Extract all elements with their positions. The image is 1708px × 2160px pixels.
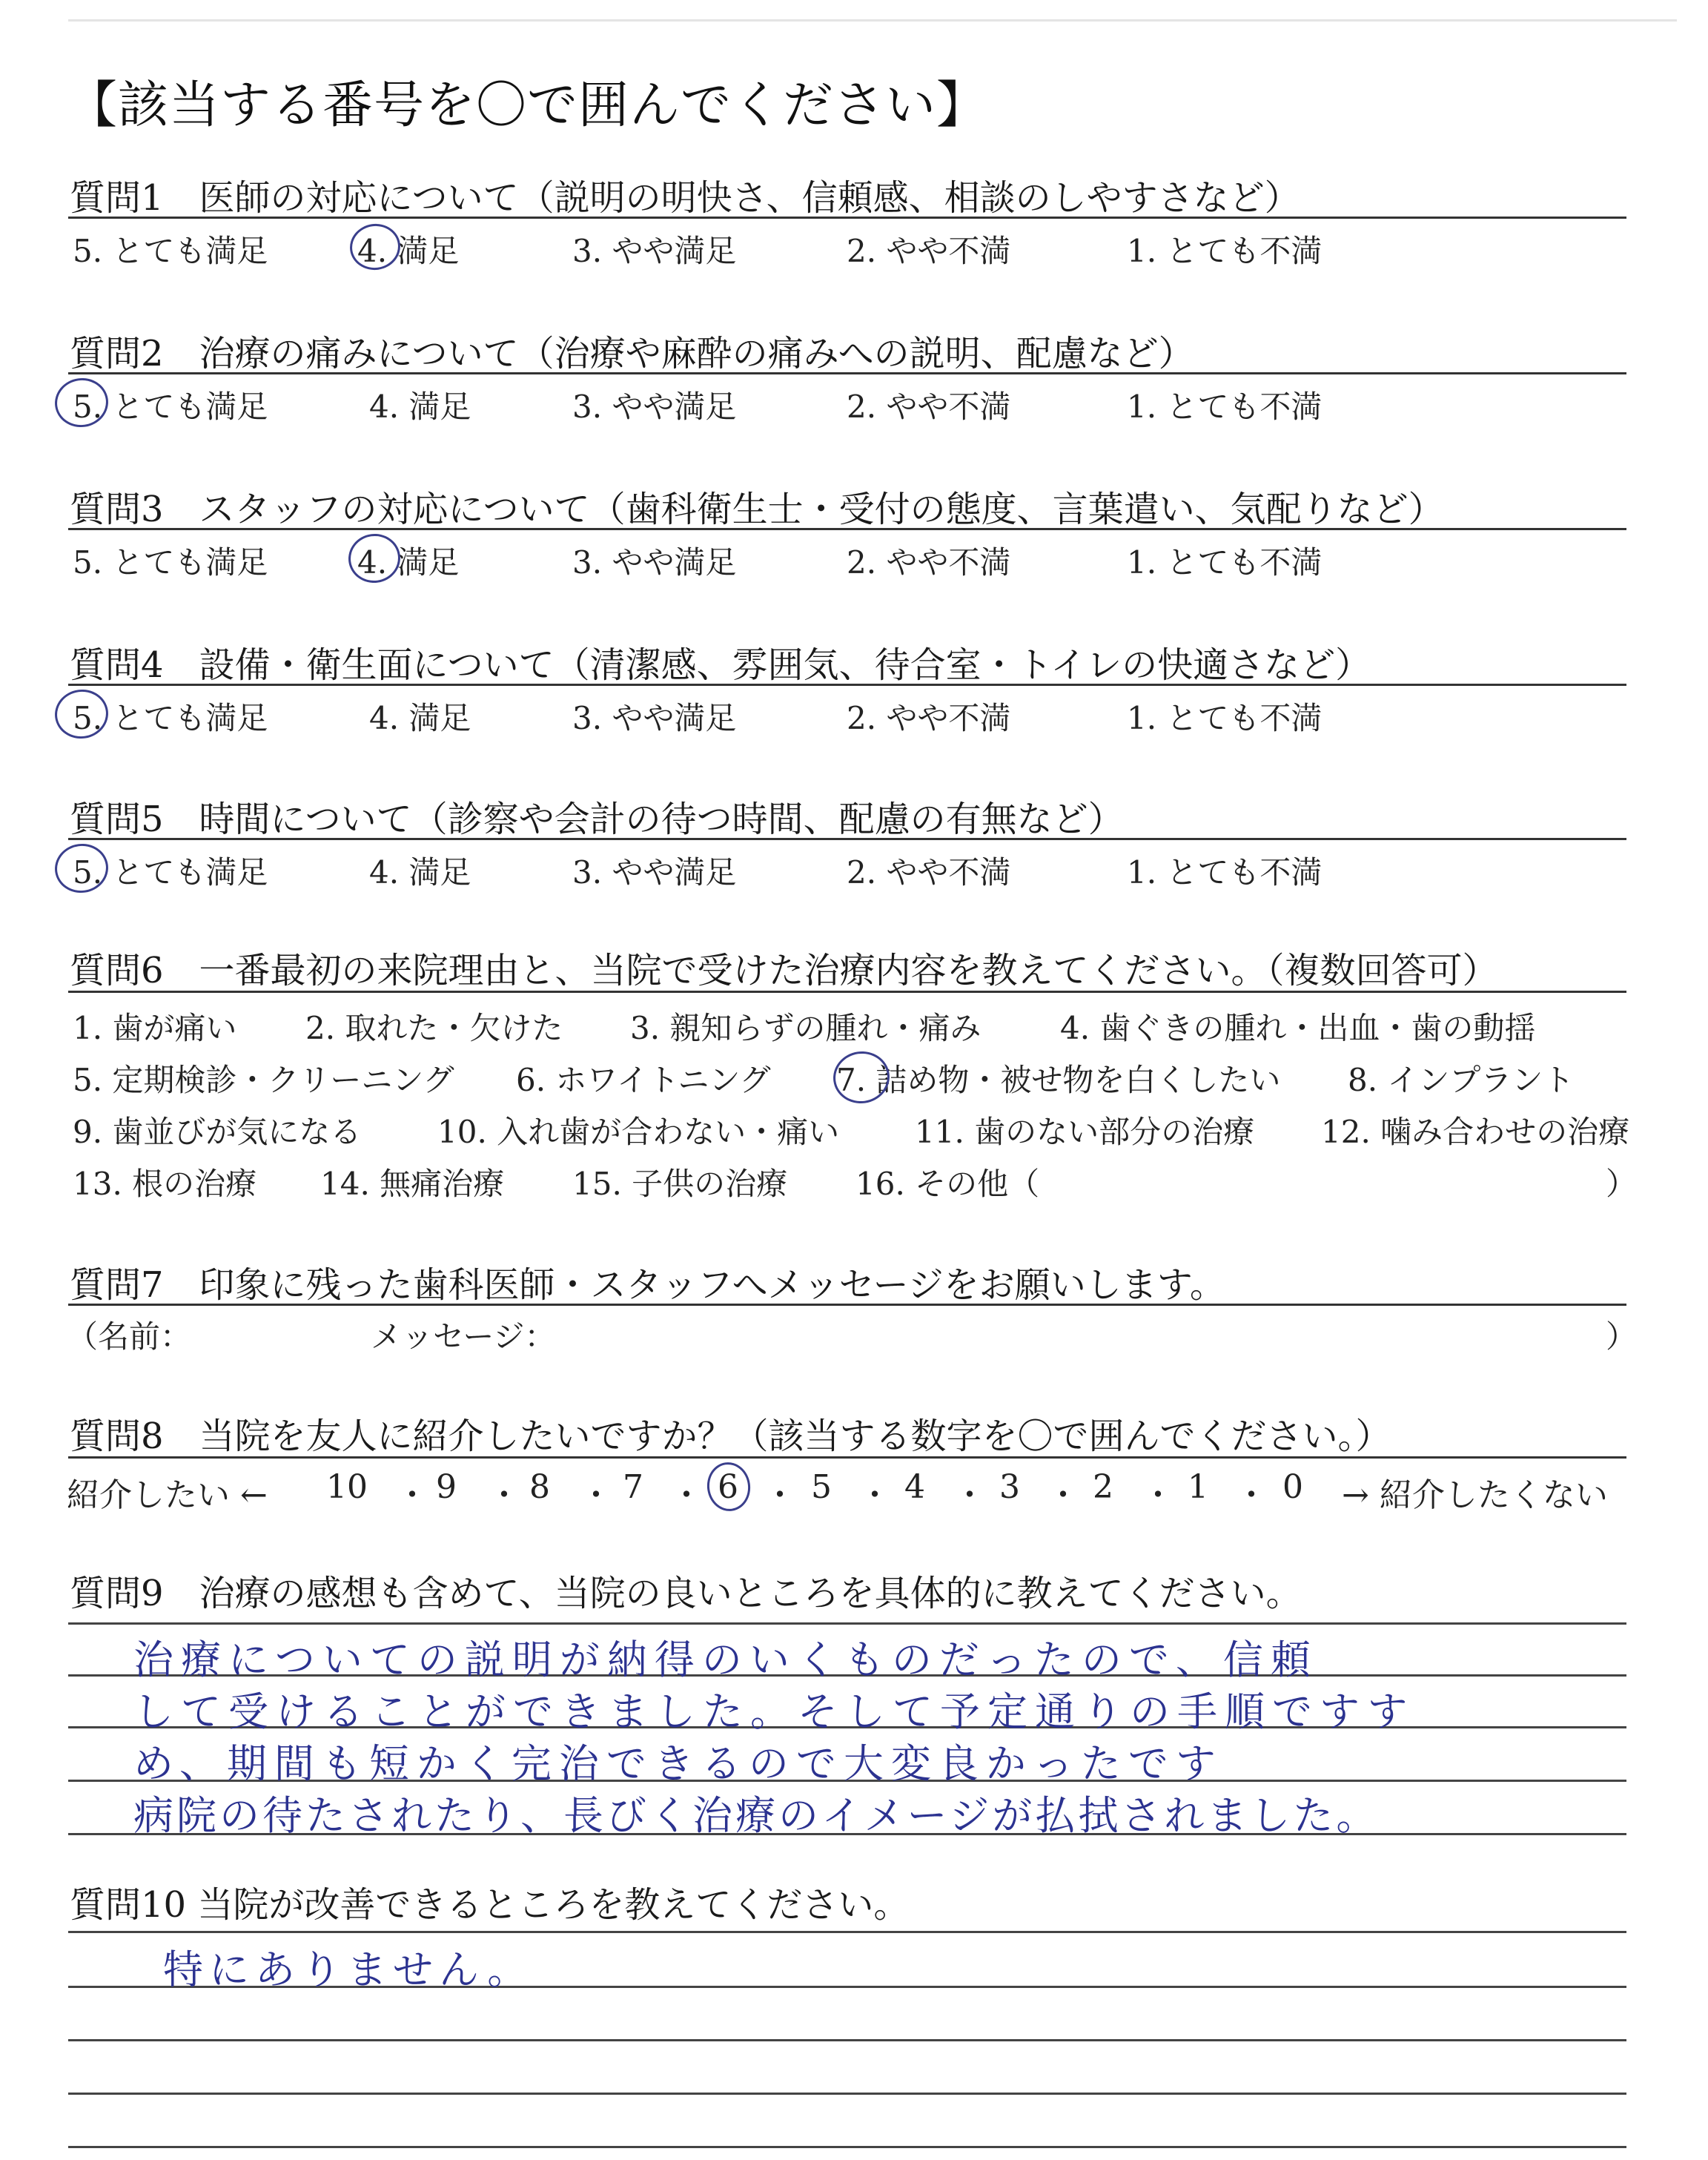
q4-option-3[interactable]: 3. やや満足: [572, 700, 737, 736]
q1-option-5[interactable]: 5. とても満足: [73, 233, 268, 269]
q8-scale-5[interactable]: 5: [811, 1468, 832, 1506]
q3-option-5[interactable]: 5. とても満足: [73, 544, 268, 581]
q1-option-2[interactable]: 2. やや不満: [847, 233, 1011, 269]
q6-option-6[interactable]: 6. ホワイトニング: [516, 1062, 771, 1098]
q4-option-2[interactable]: 2. やや不満: [847, 700, 1011, 736]
q7-title: 質問7 印象に残った歯科医師・スタッフへメッセージをお願いします。: [70, 1264, 1225, 1306]
q9-answer-line: め、期間も短かく完治できるので大変良かったです: [133, 1740, 1223, 1787]
q8-rule: [68, 1456, 1626, 1459]
q8-scale-2[interactable]: 2: [1093, 1468, 1113, 1506]
q7-close-paren: ）: [1606, 1318, 1638, 1355]
q6-option-2[interactable]: 2. 取れた・欠けた: [305, 1010, 563, 1046]
q8-left-label: 紹介したい ←: [67, 1476, 268, 1514]
q10-writing-line: [68, 2039, 1626, 2041]
q7-name-label: （名前：: [67, 1318, 192, 1355]
q8-dot: ・: [1235, 1476, 1268, 1514]
q1-title: 質問1 医師の対応について（説明の明快さ、信頼感、相談のしやすさなど）: [70, 177, 1300, 219]
q5-rule: [68, 838, 1626, 840]
q6-option-11[interactable]: 11. 歯のない部分の治療: [915, 1114, 1255, 1150]
q5-option-2[interactable]: 2. やや不満: [847, 854, 1011, 891]
q6-option-10[interactable]: 10. 入れ歯が合わない・痛い: [437, 1114, 840, 1150]
q9-answer-line: 病院の待たされたり、長びく治療のイメージが払拭されました。: [133, 1792, 1380, 1839]
q6-option-5[interactable]: 5. 定期検診・クリーニング: [73, 1062, 454, 1098]
q2-option-3[interactable]: 3. やや満足: [572, 389, 737, 425]
q9-answer-line: して受けることができました。そして予定通りの手順ですす: [133, 1688, 1415, 1735]
q8-scale-6[interactable]: 6: [718, 1468, 738, 1506]
q5-option-1[interactable]: 1. とても不満: [1127, 854, 1323, 891]
q2-title: 質問2 治療の痛みについて（治療や麻酔の痛みへの説明、配慮など）: [70, 333, 1194, 374]
q10-title: 質問10 当院が改善できるところを教えてください。: [70, 1884, 910, 1926]
q8-dot: ・: [488, 1476, 520, 1514]
q8-scale-4[interactable]: 4: [904, 1468, 925, 1506]
q6-option-13[interactable]: 13. 根の治療: [73, 1166, 257, 1202]
q9-title: 質問9 治療の感想も含めて、当院の良いところを具体的に教えてください。: [70, 1573, 1302, 1614]
q1-rule: [68, 217, 1626, 219]
page-top-line: [68, 19, 1677, 22]
q4-option-1[interactable]: 1. とても不満: [1127, 700, 1323, 736]
q7-message-label: メッセージ：: [371, 1318, 556, 1355]
q8-scale-9[interactable]: 9: [436, 1468, 457, 1506]
q9-writing-line: [68, 1622, 1626, 1625]
q6-option-4[interactable]: 4. 歯ぐきの腫れ・出血・歯の動揺: [1060, 1010, 1536, 1046]
q4-option-5[interactable]: 5. とても満足: [73, 700, 268, 736]
q9-answer-line: 治療についての説明が納得のいくものだったので、信頼: [133, 1636, 1318, 1683]
q4-rule: [68, 684, 1626, 686]
q6-option-8[interactable]: 8. インプラント: [1348, 1062, 1575, 1098]
q8-dot: ・: [580, 1476, 612, 1514]
q3-option-4[interactable]: 4. 満足: [357, 544, 460, 581]
q3-option-2[interactable]: 2. やや不満: [847, 544, 1011, 581]
q8-dot: ・: [764, 1476, 796, 1514]
q8-dot: ・: [858, 1476, 891, 1514]
q2-option-2[interactable]: 2. やや不満: [847, 389, 1011, 425]
q3-title: 質問3 スタッフの対応について（歯科衛生士・受付の態度、言葉遣い、気配りなど）: [70, 489, 1444, 530]
q8-dot: ・: [1047, 1476, 1079, 1514]
q6-title: 質問6 一番最初の来院理由と、当院で受けた治療内容を教えてください。（複数回答可）: [70, 950, 1498, 991]
q1-option-3[interactable]: 3. やや満足: [572, 233, 737, 269]
q2-option-1[interactable]: 1. とても不満: [1127, 389, 1323, 425]
q2-option-5[interactable]: 5. とても満足: [73, 389, 268, 425]
q6-other-close-paren: ）: [1606, 1166, 1638, 1202]
q8-scale-1[interactable]: 1: [1188, 1468, 1208, 1506]
q5-title: 質問5 時間について（診察や会計の待つ時間、配慮の有無など）: [70, 799, 1124, 840]
q8-right-label: → 紹介したくない: [1342, 1476, 1608, 1514]
q1-option-4[interactable]: 4. 満足: [357, 233, 460, 269]
q2-rule: [68, 372, 1626, 374]
q6-rule: [68, 991, 1626, 993]
q5-option-4[interactable]: 4. 満足: [369, 854, 471, 891]
q8-scale-8[interactable]: 8: [529, 1468, 550, 1506]
q8-selection-circle: [704, 1459, 754, 1513]
q8-scale-10[interactable]: 10: [326, 1468, 368, 1506]
q8-scale-7[interactable]: 7: [623, 1468, 643, 1506]
q8-dot: ・: [1142, 1476, 1174, 1514]
q8-scale-3[interactable]: 3: [999, 1468, 1020, 1506]
q3-rule: [68, 528, 1626, 530]
form-title: 【該当する番号を〇で囲んでください】: [67, 76, 988, 135]
q6-option-3[interactable]: 3. 親知らずの腫れ・痛み: [630, 1010, 982, 1046]
q7-rule: [68, 1304, 1626, 1306]
q10-writing-line: [68, 1931, 1626, 1933]
q10-writing-line: [68, 2146, 1626, 2148]
q4-option-4[interactable]: 4. 満足: [369, 700, 471, 736]
q5-option-3[interactable]: 3. やや満足: [572, 854, 737, 891]
q8-dot: ・: [396, 1476, 428, 1514]
q10-answer-line: 特にありません。: [163, 1946, 534, 1993]
q6-option-14[interactable]: 14. 無痛治療: [320, 1166, 505, 1202]
q6-option-12[interactable]: 12. 噛み合わせの治療: [1321, 1114, 1630, 1150]
q10-writing-line: [68, 2093, 1626, 2095]
q3-option-1[interactable]: 1. とても不満: [1127, 544, 1323, 581]
q8-scale-0[interactable]: 0: [1282, 1468, 1303, 1506]
q6-option-7[interactable]: 7. 詰め物・被せ物を白くしたい: [836, 1062, 1281, 1098]
q6-option-15[interactable]: 15. 子供の治療: [572, 1166, 788, 1202]
q4-title: 質問4 設備・衛生面について（清潔感、雰囲気、待合室・トイレの快適さなど）: [70, 644, 1371, 686]
q8-dot: ・: [670, 1476, 703, 1514]
q6-option-1[interactable]: 1. 歯が痛い: [73, 1010, 237, 1046]
q2-option-4[interactable]: 4. 満足: [369, 389, 471, 425]
q5-option-5[interactable]: 5. とても満足: [73, 854, 268, 891]
q1-option-1[interactable]: 1. とても不満: [1127, 233, 1323, 269]
q6-option-16[interactable]: 16. その他（: [855, 1166, 1040, 1202]
q3-option-3[interactable]: 3. やや満足: [572, 544, 737, 581]
q8-dot: ・: [953, 1476, 986, 1514]
q8-title: 質問8 当院を友人に紹介したいですか？（該当する数字を〇で囲んでください。）: [70, 1416, 1391, 1457]
q6-option-9[interactable]: 9. 歯並びが気になる: [73, 1114, 362, 1150]
